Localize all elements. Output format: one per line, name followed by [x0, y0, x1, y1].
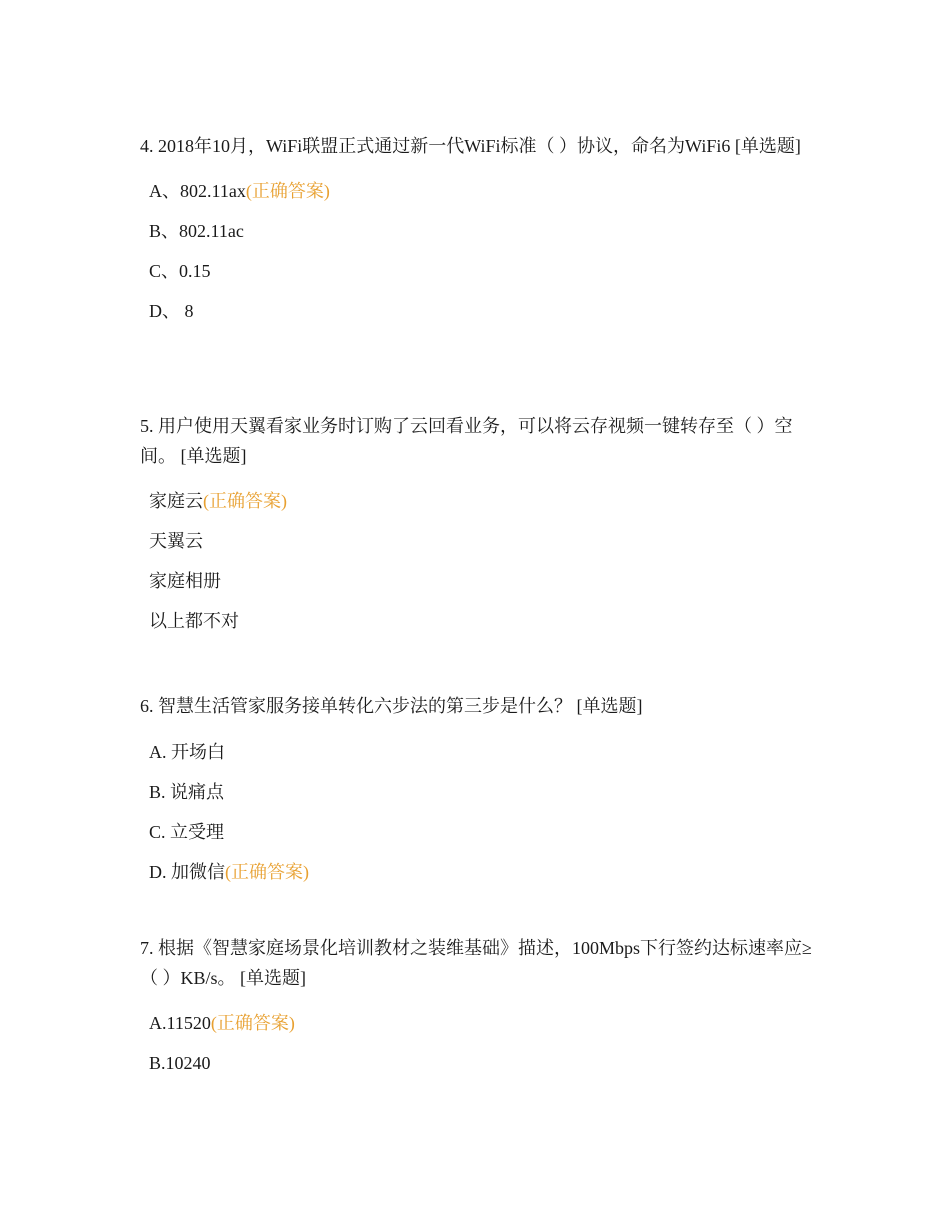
option-text: D. 加微信 — [149, 862, 225, 882]
option-b — [140, 781, 820, 803]
question-4 — [140, 131, 820, 322]
option-a — [140, 741, 820, 763]
option-text: A.11520 — [149, 1013, 211, 1033]
question-title: 5. 用户使用天翼看家业务时订购了云回看业务，可以将云存视频一键转存至（ ）空间。 [单选题] — [140, 416, 793, 466]
correct-answer-mark: (正确答案) — [245, 181, 330, 201]
option-text: B.10240 — [149, 1053, 211, 1073]
option-b — [140, 220, 820, 242]
question-title: 6. 智慧生活管家服务接单转化六步法的第三步是什么？ [单选题] — [140, 696, 643, 716]
option-c — [140, 821, 820, 843]
option-text: 家庭相册 — [149, 571, 221, 591]
option-c — [140, 260, 820, 282]
option-d — [140, 610, 820, 632]
question-title: 4. 2018年10月，WiFi联盟正式通过新一代WiFi标准（ ）协议，命名为WiFi6 [单选题] — [140, 136, 801, 156]
correct-answer-mark: (正确答案) — [210, 1013, 295, 1033]
option-a — [140, 1012, 820, 1034]
option-a — [140, 180, 820, 202]
correct-answer-mark: (正确答案) — [225, 862, 309, 882]
question-title: 7. 根据《智慧家庭场景化培训教材之装维基础》描述，100Mbps下行签约达标速率应≥（ ）KB/s。 [单选题] — [140, 938, 812, 988]
option-text: B、802.11ac — [149, 221, 244, 241]
option-list — [140, 741, 820, 883]
option-b — [140, 1052, 820, 1074]
option-list — [140, 1012, 820, 1074]
option-d — [140, 861, 820, 883]
option-a — [140, 490, 820, 512]
option-text: C、0.15 — [149, 261, 211, 281]
option-text: A、802.11ax — [149, 181, 246, 201]
option-d — [140, 300, 820, 322]
option-text: C. 立受理 — [149, 822, 225, 842]
question-6 — [140, 691, 820, 883]
option-text: A. 开场白 — [149, 742, 225, 762]
option-text: D、 8 — [149, 301, 194, 321]
option-list — [140, 180, 820, 322]
correct-answer-mark: (正确答案) — [203, 491, 287, 511]
option-list — [140, 490, 820, 632]
option-text: 以上都不对 — [149, 611, 239, 631]
option-text: B. 说痛点 — [149, 782, 225, 802]
question-7 — [140, 933, 820, 1074]
option-text: 天翼云 — [149, 531, 203, 551]
option-text: 家庭云 — [149, 491, 203, 511]
option-c — [140, 570, 820, 592]
question-5 — [140, 411, 820, 632]
option-b — [140, 530, 820, 552]
